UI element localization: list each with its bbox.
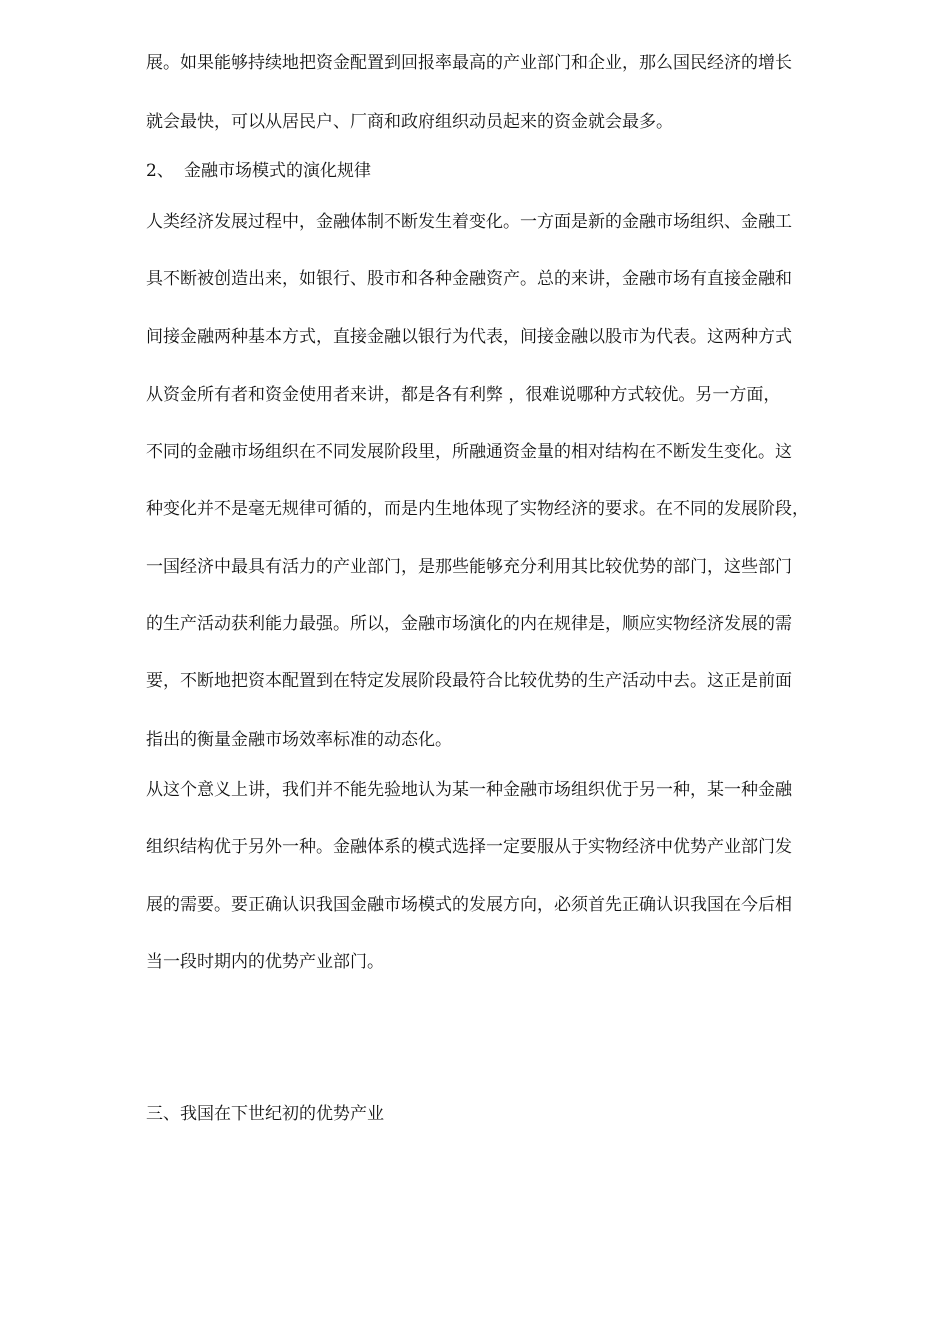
paragraph-line: 人类经济发展过程中，金融体制不断发生着变化。一方面是新的金融市场组织、金融工 <box>146 212 792 232</box>
paragraph-line: 从资金所有者和资金使用者来讲，都是各有利弊 ，很难说哪种方式较优。另一方面， <box>146 385 781 405</box>
paragraph-line: 具不断被创造出来，如银行、股市和各种金融资产。总的来讲，金融市场有直接金融和 <box>146 269 792 289</box>
paragraph-line: 指出的衡量金融市场效率标准的动态化。 <box>146 730 452 750</box>
paragraph-line: 种变化并不是毫无规律可循的，而是内生地体现了实物经济的要求。在不同的发展阶段， <box>146 499 809 519</box>
section-heading-2 <box>146 160 371 182</box>
paragraph-line: 展的需要。要正确认识我国金融市场模式的发展方向，必须首先正确认识我国在今后相 <box>146 895 792 915</box>
paragraph-line: 就会最快，可以从居民户、厂商和政府组织动员起来的资金就会最多。 <box>146 112 673 132</box>
section-number: 2、 <box>146 161 174 181</box>
paragraph-line: 不同的金融市场组织在不同发展阶段里，所融通资金量的相对结构在不断发生变化。这 <box>146 442 792 462</box>
paragraph-line: 间接金融两种基本方式，直接金融以银行为代表，间接金融以股市为代表。这两种方式 <box>146 327 792 347</box>
section-title: 金融市场模式的演化规律 <box>184 161 371 181</box>
paragraph-line: 的生产活动获利能力最强。所以，金融市场演化的内在规律是，顺应实物经济发展的需 <box>146 614 792 634</box>
section-heading-3: 三、我国在下世纪初的优势产业 <box>146 1104 384 1124</box>
paragraph-line: 当一段时期内的优势产业部门。 <box>146 952 384 972</box>
paragraph-line: 从这个意义上讲，我们并不能先验地认为某一种金融市场组织优于另一种，某一种金融 <box>146 780 792 800</box>
paragraph-line: 组织结构优于另外一种。金融体系的模式选择一定要服从于实物经济中优势产业部门发 <box>146 837 792 857</box>
paragraph-line: 要，不断地把资本配置到在特定发展阶段最符合比较优势的生产活动中去。这正是前面 <box>146 671 792 691</box>
paragraph-line: 展。如果能够持续地把资金配置到回报率最高的产业部门和企业，那么国民经济的增长 <box>146 53 792 73</box>
paragraph-line: 一国经济中最具有活力的产业部门，是那些能够充分利用其比较优势的部门，这些部门 <box>146 557 792 577</box>
